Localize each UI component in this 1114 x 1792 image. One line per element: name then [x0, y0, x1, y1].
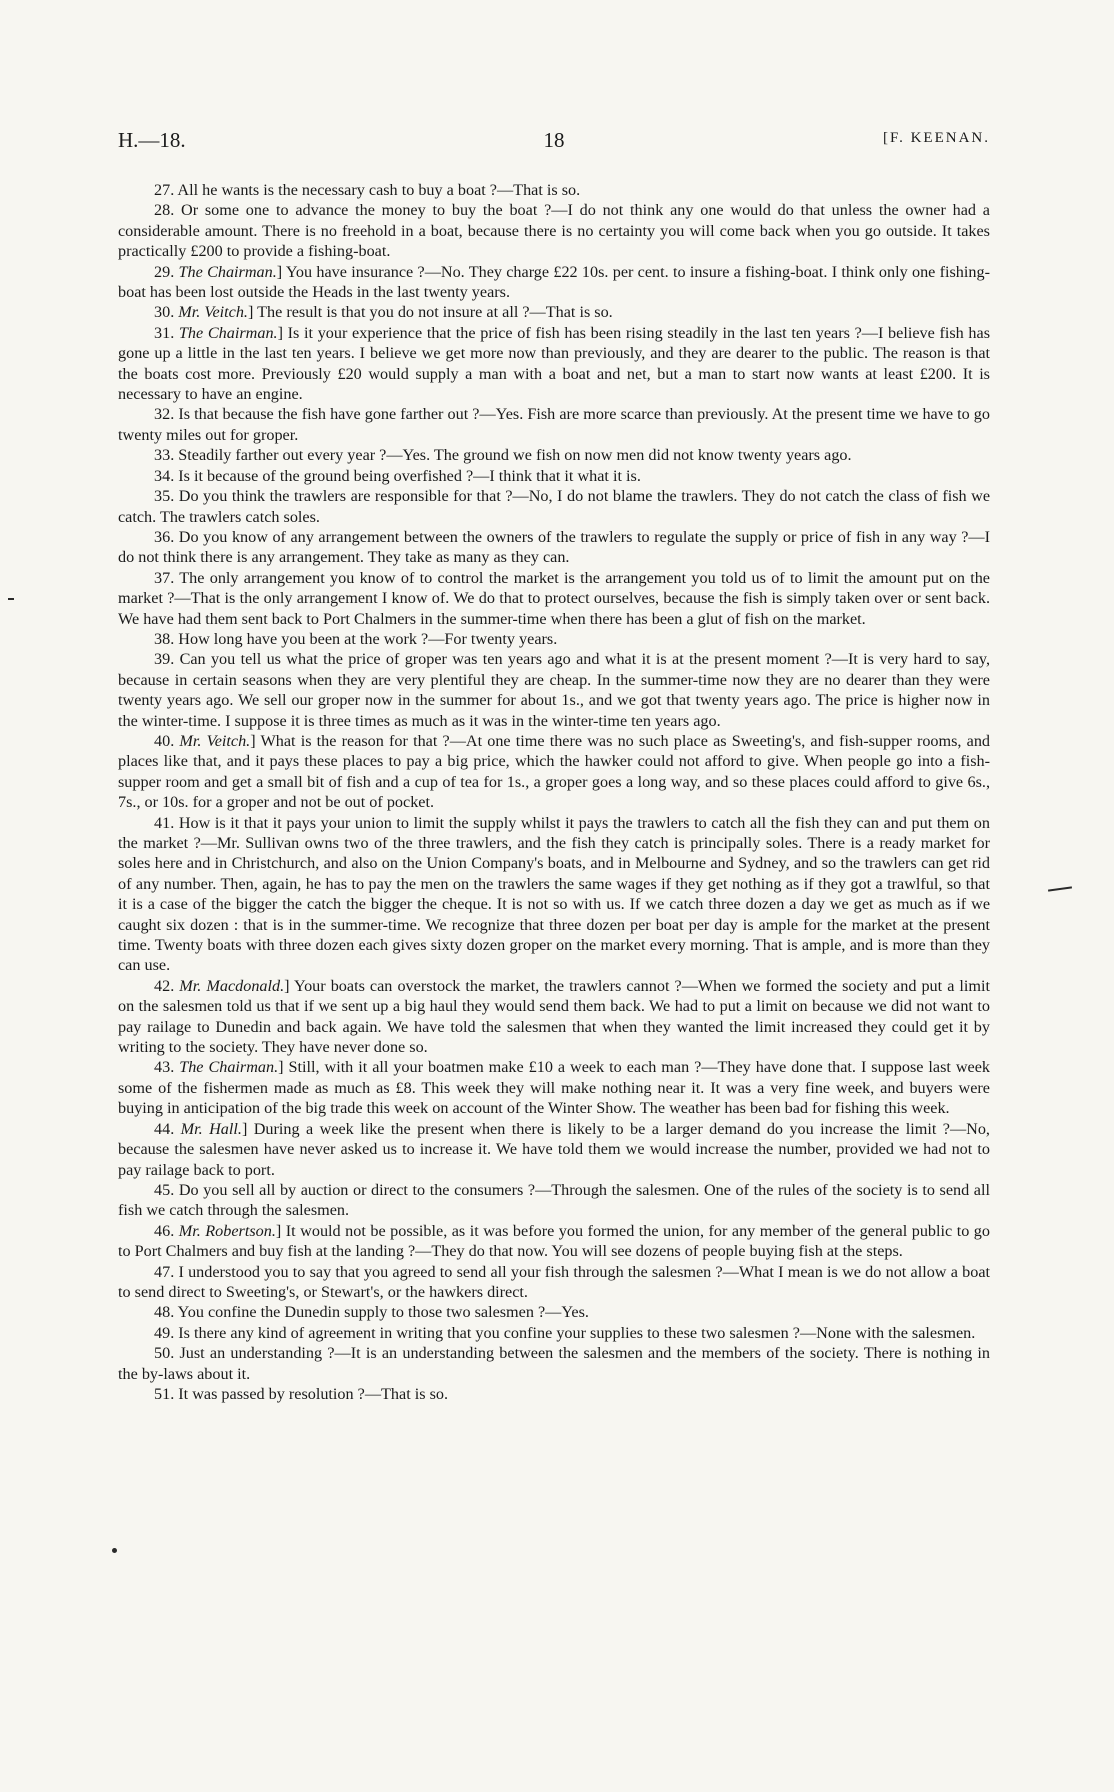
question-number: 38. [154, 629, 175, 648]
question-number: 37. [154, 568, 175, 587]
question-number: 35. [154, 487, 175, 506]
speaker-name: Mr. Veitch. [178, 303, 248, 322]
qa-paragraph [118, 445, 990, 465]
question-number: 46. [154, 1221, 175, 1240]
page-number: 18 [543, 128, 565, 152]
question-number: 36. [154, 527, 175, 546]
paragraph-text: The only arrangement you know of to control the market is the arrangement you told us of to limit the amount put on the market ?—That is the only arrangement I know of. We do that to protect ourselves, because the fish is simply taken over or sent back. We have had them sent back to Port Chalmers in the summer-time when there has been a glut of fish on the market. [118, 568, 990, 628]
scan-mark [8, 598, 14, 600]
qa-paragraph [118, 1057, 990, 1118]
qa-paragraph [118, 302, 990, 322]
qa-paragraph [118, 200, 990, 261]
qa-paragraph [118, 1262, 990, 1303]
speaker-name: The Chairman. [178, 323, 278, 342]
paragraph-text: ] During a week like the present when there is likely to be a larger demand do you increase the limit ?—No, because the salesmen have never asked us to increase it. We have told them we would increase the number, provided we had not to pay railage back to port. [118, 1119, 990, 1179]
question-number: 42. [154, 976, 175, 995]
question-number: 44. [154, 1119, 175, 1138]
qa-paragraph [118, 404, 990, 445]
qa-paragraph [118, 262, 990, 303]
speaker-name: Mr. Macdonald. [179, 976, 285, 995]
speaker-name: Mr. Robertson. [178, 1221, 276, 1240]
qa-paragraph [118, 1119, 990, 1180]
paragraph-text: Is it because of the ground being overfished ?—I think that it what it is. [174, 466, 641, 485]
paragraph-text: ] It would not be possible, as it was before you formed the union, for any member of the general public to go to Port Chalmers and buy fish at the landing ?—They do that now. You will see dozens of people buying fish at the steps. [118, 1221, 990, 1261]
qa-paragraph [118, 1384, 990, 1404]
question-number: 50. [154, 1344, 175, 1363]
question-number: 28. [154, 201, 175, 220]
question-number: 39. [154, 650, 175, 669]
paragraph-text: ] Your boats can overstock the market, the trawlers cannot ?—When we formed the society and put a limit on the salesmen told us that if we sent up a big haul they would send them back. We had to put a limit on because we did not want to pay railage to Dunedin and back again. We have told the salesmen that when they wanted the limit increased they could get it by writing to the society. They have never done so. [118, 976, 991, 1057]
qa-paragraph [118, 813, 990, 976]
qa-paragraph [118, 486, 990, 527]
paragraph-text: You confine the Dunedin supply to those two salesmen ?—Yes. [174, 1303, 589, 1322]
question-number: 27. [154, 181, 175, 199]
qa-paragraph [118, 629, 990, 649]
paragraph-text: Do you think the trawlers are responsible for that ?—No, I do not blame the trawlers. They do not catch the class of fish we catch. The trawlers catch soles. [118, 487, 990, 526]
question-number: 30. [154, 303, 175, 322]
question-number: 47. [154, 1262, 175, 1281]
question-number: 33. [154, 446, 175, 465]
qa-paragraph [118, 1302, 990, 1322]
question-number: 29. [154, 262, 175, 281]
paragraph-text: Can you tell us what the price of groper was ten years ago and what it is at the present moment ?—It is very hard to say, because in certain seasons when they are very plentiful they are cheap. In the summer-time now they are no dearer than they were twenty years ago. We sell our groper now in the summer for about 1s., and we got that twenty years ago. The price is higher now in the winter-time. I suppose it is three times as much as it was in the winter-time ten years ago. [118, 650, 990, 730]
qa-paragraph [118, 466, 990, 486]
paragraph-text: I understood you to say that you agreed to send all your fish through the salesmen ?—What I mean is we do not allow a boat to send direct to Sweeting's, or Stewart's, or the hawkers direct. [118, 1262, 990, 1301]
testimony-body [118, 180, 990, 1404]
qa-paragraph [118, 1180, 990, 1221]
paragraph-text: ] The result is that you do not insure at all ?—That is so. [247, 303, 613, 322]
paragraph-text: Do you sell all by auction or direct to the consumers ?—Through the salesmen. One of the rules of the society is to send all fish we catch through the salesmen. [118, 1180, 990, 1220]
speaker-name: The Chairman. [179, 1058, 279, 1077]
question-number: 49. [154, 1323, 175, 1342]
question-number: 34. [154, 466, 175, 485]
paragraph-text: ] What is the reason for that ?—At one time there was no such place as Sweeting's, and fish-supper rooms, and places like that, and it pays these places to pay a big price, which the hawker could not afford to give. When people go into a fish-supper room and get a small bit of fish and a cup of tea for 1s., a groper goes a long way, and so these places could afford to give 6s., 7s., or 10s. for a groper and not be out of pocket. [118, 731, 991, 812]
witness-name: [F. KEENAN. [882, 130, 990, 146]
qa-paragraph [118, 568, 990, 629]
speaker-name: Mr. Hall. [180, 1119, 242, 1138]
paragraph-text: ] You have insurance ?—No. They charge £22 10s. per cent. to insure a fishing-boat. I think only one fishing-boat has been lost outside the Heads in the last twenty years. [118, 262, 990, 302]
paragraph-text: All he wants is the necessary cash to buy a boat ?—That is so. [174, 181, 581, 199]
qa-paragraph [118, 1343, 990, 1384]
paragraph-text: ] Still, with it all your boatmen make £10 a week to each man ?—They have done that. I suppose last week some of the fishermen made as much as £8. This week they will make nothing near it. It was a very fine week, and buyers were buying in anticipation of the big trade this week on account of the Winter Show. The weather has been bad for fishing this week. [118, 1058, 990, 1118]
page-header [118, 128, 990, 162]
paragraph-text: It was passed by resolution ?—That is so. [174, 1384, 449, 1403]
qa-paragraph [118, 976, 990, 1058]
paragraph-text: Or some one to advance the money to buy the boat ?—I do not think any one would do that unless the owner had a considerable amount. There is no freehold in a boat, because there is no certainty you will come back when you go outside. It takes practically £200 to provide a fishing-boat. [118, 201, 990, 261]
question-number: 43. [154, 1058, 175, 1077]
paragraph-text: Do you know of any arrangement between the owners of the trawlers to regulate the supply or price of fish in any way ?—I do not think there is any arrangement. They take as many as they can. [118, 527, 990, 567]
question-number: 41. [154, 813, 175, 832]
report-code: H.—18. [118, 128, 186, 152]
paragraph-text: How is it that it pays your union to limit the supply whilst it pays the trawlers to catch all the fish they can and put them on the market ?—Mr. Sullivan owns two of the three trawlers, and the fish they catch is principally soles. There is a ready market for soles here and in Christchurch, and also on the Union Company's boats, and in Melbourne and Sydney, and so the trawlers can get rid of any number. Then, again, he has to pay the men on the trawlers the same wages if they get nothing as if they got a trawlful, so that it is a case of the bigger the catch the bigger the cheque. It is not so with us. If we catch three dozen a day we get as much as if we caught six dozen : that is in the summer-time. We recognize that three dozen per boat per day is ample for the market at the present time. Twenty boats with three dozen each gives sixty dozen groper on the market every morning. That is ample, and is more than they can use. [118, 813, 990, 975]
question-number: 51. [154, 1384, 175, 1403]
paragraph-text: Is that because the fish have gone farther out ?—Yes. Fish are more scarce than previously. At the present time we have to go twenty miles out for groper. [118, 405, 990, 444]
qa-paragraph [118, 180, 990, 200]
question-number: 31. [154, 323, 175, 342]
question-number: 32. [154, 405, 175, 424]
scan-mark [1048, 886, 1072, 891]
paragraph-text: How long have you been at the work ?—For twenty years. [174, 629, 558, 648]
qa-paragraph [118, 323, 990, 405]
paragraph-text: ] Is it your experience that the price of fish has been rising steadily in the last ten years ?—I believe fish has gone up a little in the last ten years. I believe we get more now than previously, and they are dearer to the public. The reason is that the boats cost more. Previously £20 would supply a man with a boat and net, but a man to start now wants at least £200. It is necessary to have an engine. [118, 323, 991, 404]
speaker-name: The Chairman. [178, 262, 277, 281]
qa-paragraph [118, 649, 990, 731]
qa-paragraph [118, 527, 990, 568]
paragraph-text: Steadily farther out every year ?—Yes. The ground we fish on now men did not know twenty years ago. [174, 446, 852, 465]
paragraph-text: Just an understanding ?—It is an understanding between the salesmen and the members of the society. There is nothing in the by-laws about it. [118, 1344, 990, 1383]
qa-paragraph [118, 1221, 990, 1262]
speaker-name: Mr. Veitch. [179, 731, 251, 750]
document-page [118, 128, 990, 1404]
scan-mark [112, 1548, 117, 1553]
question-number: 45. [154, 1180, 175, 1199]
paragraph-text: Is there any kind of agreement in writing that you confine your supplies to these two salesmen ?—None with the salesmen. [174, 1323, 976, 1342]
question-number: 48. [154, 1303, 175, 1322]
qa-paragraph [118, 731, 990, 813]
question-number: 40. [154, 731, 175, 750]
qa-paragraph [118, 1323, 990, 1343]
